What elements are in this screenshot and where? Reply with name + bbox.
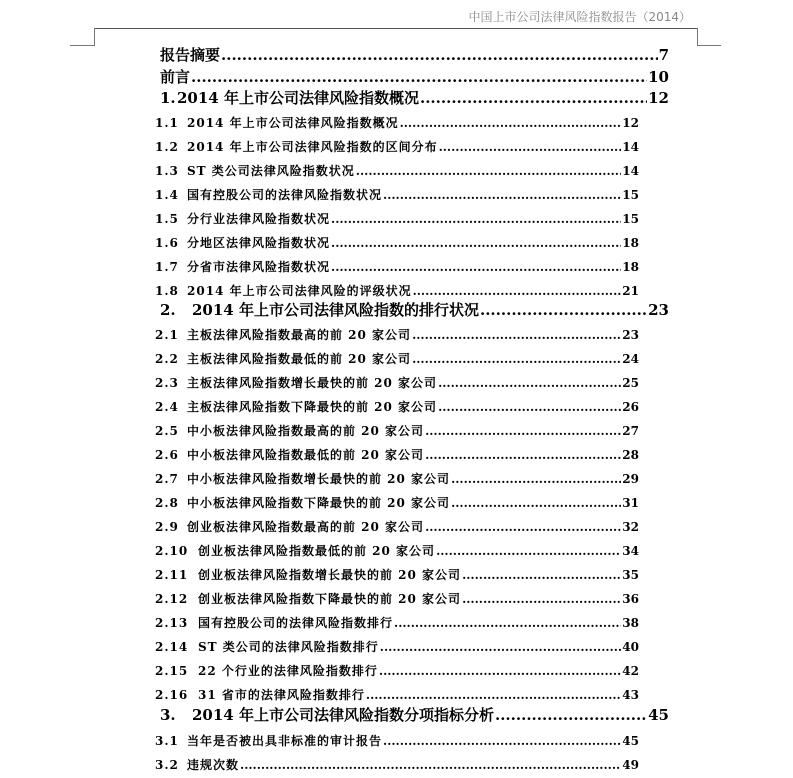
toc-title: 2014 年上市公司法律风险的评级状况 (187, 284, 412, 298)
toc-leader-dots (438, 376, 621, 390)
toc-leader-dots (400, 116, 622, 130)
toc-number: 2.16 (155, 688, 189, 702)
toc-entry[interactable] (155, 542, 639, 559)
toc-leader-dots (425, 448, 621, 462)
toc-page-number: 45 (622, 734, 639, 748)
toc-number: 2.12 (155, 592, 189, 606)
toc-title: 分省市法律风险指数状况 (187, 260, 331, 274)
toc-page-number: 15 (622, 188, 639, 202)
toc-leader-dots (439, 140, 622, 154)
toc-entry[interactable] (160, 66, 669, 87)
toc-page-number: 25 (622, 376, 639, 390)
toc-title: 当年是否被出具非标准的审计报告 (187, 734, 383, 748)
toc-title: 主板法律风险指数最高的前 20 家公司 (187, 328, 412, 342)
toc-leader-dots (394, 616, 621, 630)
toc-number: 2.8 (155, 496, 179, 510)
toc-page-number: 21 (622, 284, 639, 298)
toc-page-number: 27 (622, 424, 639, 438)
toc-leader-dots (331, 212, 621, 226)
toc-title: 中小板法律风险指数增长最快的前 20 家公司 (187, 472, 451, 486)
toc-entry[interactable] (155, 518, 639, 535)
toc-page-number: 7 (658, 46, 669, 64)
toc-entry[interactable] (155, 732, 639, 749)
toc-entry[interactable] (155, 662, 639, 679)
toc-entry[interactable] (155, 326, 639, 343)
toc-leader-dots (380, 640, 622, 654)
toc-title: 主板法律风险指数下降最快的前 20 家公司 (187, 400, 438, 414)
toc-entry[interactable] (160, 87, 669, 108)
toc-leader-dots (480, 301, 647, 319)
toc-leader-dots (331, 236, 621, 250)
toc-leader-dots (425, 520, 621, 534)
toc-page-number: 43 (622, 688, 639, 702)
toc-leader-dots (462, 568, 621, 582)
toc-title: 分地区法律风险指数状况 (187, 236, 331, 250)
toc-title: 前言 (160, 68, 191, 86)
toc-number: 1.2 (155, 140, 179, 154)
toc-page-number: 31 (622, 496, 639, 510)
toc-entry[interactable] (155, 114, 639, 131)
toc-number: 2.2 (155, 352, 179, 366)
toc-title: 国有控股公司的法律风险指数状况 (187, 188, 383, 202)
toc-page-number: 45 (648, 706, 669, 724)
toc-title: 创业板法律风险指数最高的前 20 家公司 (187, 520, 425, 534)
toc-title: 2014 年上市公司法律风险指数概况 (177, 89, 419, 107)
toc-leader-dots (495, 706, 647, 724)
toc-entry[interactable] (155, 398, 639, 415)
toc-title: ST 类公司的法律风险指数排行 (198, 640, 379, 654)
header-rule (94, 28, 698, 29)
toc-title: 22 个行业的法律风险指数排行 (198, 664, 378, 678)
toc-leader-dots (383, 734, 621, 748)
toc-leader-dots (412, 352, 621, 366)
toc-number: 3.1 (155, 734, 179, 748)
corner-mark-right-h (697, 45, 721, 46)
toc-entry[interactable] (155, 350, 639, 367)
toc-page-number: 38 (622, 616, 639, 630)
toc-entry[interactable] (155, 446, 639, 463)
toc-entry[interactable] (155, 638, 639, 655)
toc-number: 1.3 (155, 164, 179, 178)
toc-leader-dots (438, 400, 621, 414)
toc-entry[interactable] (155, 162, 639, 179)
toc-title: 违规次数 (187, 758, 240, 772)
toc-number: 1.1 (155, 116, 179, 130)
toc-number: 2.4 (155, 400, 179, 414)
toc-entry[interactable] (155, 494, 639, 511)
toc-leader-dots (379, 664, 621, 678)
toc-leader-dots (331, 260, 621, 274)
toc-leader-dots (383, 188, 621, 202)
toc-title: 创业板法律风险指数增长最快的前 20 家公司 (198, 568, 462, 582)
toc-entry[interactable] (155, 258, 639, 275)
toc-title: ST 类公司法律风险指数状况 (187, 164, 355, 178)
toc-leader-dots (356, 164, 622, 178)
toc-number: 2.3 (155, 376, 179, 390)
toc-leader-dots (436, 544, 621, 558)
toc-number: 2.5 (155, 424, 179, 438)
toc-title: 分行业法律风险指数状况 (187, 212, 331, 226)
toc-entry[interactable] (155, 138, 639, 155)
toc-entry[interactable] (155, 234, 639, 251)
toc-entry[interactable] (155, 756, 639, 773)
toc-number: 2.1 (155, 328, 179, 342)
toc-title: 主板法律风险指数增长最快的前 20 家公司 (187, 376, 438, 390)
toc-leader-dots (412, 328, 621, 342)
toc-page-number: 18 (622, 236, 639, 250)
toc-number: 2.10 (155, 544, 189, 558)
toc-number: 1.4 (155, 188, 179, 202)
toc-title: 2014 年上市公司法律风险指数的排行状况 (192, 301, 479, 319)
toc-entry[interactable] (155, 470, 639, 487)
toc-entry[interactable] (155, 282, 639, 299)
toc-number: 3. (160, 706, 176, 724)
toc-leader-dots (366, 688, 621, 702)
toc-number: 2.9 (155, 520, 179, 534)
toc-leader-dots (451, 472, 621, 486)
toc-leader-dots (413, 284, 622, 298)
toc-title: 报告摘要 (160, 46, 221, 64)
toc-title: 国有控股公司的法律风险指数排行 (198, 616, 394, 630)
toc-leader-dots (191, 68, 647, 86)
toc-page-number: 49 (622, 758, 639, 772)
toc-page-number: 40 (622, 640, 639, 654)
toc-entry[interactable] (155, 374, 639, 391)
toc-page-number: 14 (622, 140, 639, 154)
toc-page-number: 42 (622, 664, 639, 678)
toc-title: 中小板法律风险指数最低的前 20 家公司 (187, 448, 425, 462)
toc-number: 2.11 (155, 568, 189, 582)
corner-mark-left-h (70, 45, 94, 46)
toc-leader-dots (221, 46, 658, 64)
toc-number: 1.8 (155, 284, 179, 298)
toc-page-number: 23 (622, 328, 639, 342)
toc-number: 1. (160, 89, 176, 107)
toc-page-number: 32 (622, 520, 639, 534)
toc-title: 2014 年上市公司法律风险指数概况 (187, 116, 399, 130)
toc-title: 2014 年上市公司法律风险指数的区间分布 (187, 140, 438, 154)
corner-mark-right (697, 28, 698, 46)
toc-page-number: 24 (622, 352, 639, 366)
toc-entry[interactable] (155, 686, 639, 703)
toc-entry[interactable] (155, 614, 639, 631)
toc-title: 创业板法律风险指数下降最快的前 20 家公司 (198, 592, 462, 606)
toc-entry[interactable] (155, 566, 639, 583)
toc-page-number: 15 (622, 212, 639, 226)
toc-page-number: 36 (622, 592, 639, 606)
toc-entry[interactable] (155, 422, 639, 439)
toc-page-number: 12 (622, 116, 639, 130)
toc-page-number: 12 (648, 89, 669, 107)
toc-entry[interactable] (160, 44, 669, 65)
toc-number: 1.5 (155, 212, 179, 226)
toc-leader-dots (425, 424, 621, 438)
toc-title: 中小板法律风险指数最高的前 20 家公司 (187, 424, 425, 438)
toc-page-number: 14 (622, 164, 639, 178)
toc-page-number: 28 (622, 448, 639, 462)
toc-leader-dots (462, 592, 621, 606)
toc-number: 2.15 (155, 664, 189, 678)
toc-page-number: 35 (622, 568, 639, 582)
toc-title: 中小板法律风险指数下降最快的前 20 家公司 (187, 496, 451, 510)
toc-number: 1.7 (155, 260, 179, 274)
toc-page-number: 23 (648, 301, 669, 319)
toc-page-number: 29 (622, 472, 639, 486)
toc-leader-dots (240, 758, 621, 772)
toc-number: 2.6 (155, 448, 179, 462)
toc-number: 1.6 (155, 236, 179, 250)
header-title: 中国上市公司法律风险指数报告（2014） (468, 10, 691, 24)
toc-leader-dots (451, 496, 621, 510)
toc-number: 3.2 (155, 758, 179, 772)
toc-entry[interactable] (160, 299, 669, 320)
toc-title: 主板法律风险指数最低的前 20 家公司 (187, 352, 412, 366)
toc-entry[interactable] (155, 186, 639, 203)
toc-title: 创业板法律风险指数最低的前 20 家公司 (198, 544, 436, 558)
toc-number: 2.7 (155, 472, 179, 486)
toc-title: 31 省市的法律风险指数排行 (198, 688, 365, 702)
toc-number: 2. (160, 301, 176, 319)
toc-entry[interactable] (155, 210, 639, 227)
toc-page-number: 34 (622, 544, 639, 558)
toc-number: 2.13 (155, 616, 189, 630)
toc-entry[interactable] (155, 590, 639, 607)
corner-mark-left (94, 28, 95, 46)
toc-page-number: 18 (622, 260, 639, 274)
toc-page-number: 26 (622, 400, 639, 414)
toc-page-number: 10 (648, 68, 669, 86)
toc-leader-dots (420, 89, 647, 107)
toc-entry[interactable] (160, 704, 669, 725)
toc-number: 2.14 (155, 640, 189, 654)
toc-title: 2014 年上市公司法律风险指数分项指标分析 (192, 706, 494, 724)
